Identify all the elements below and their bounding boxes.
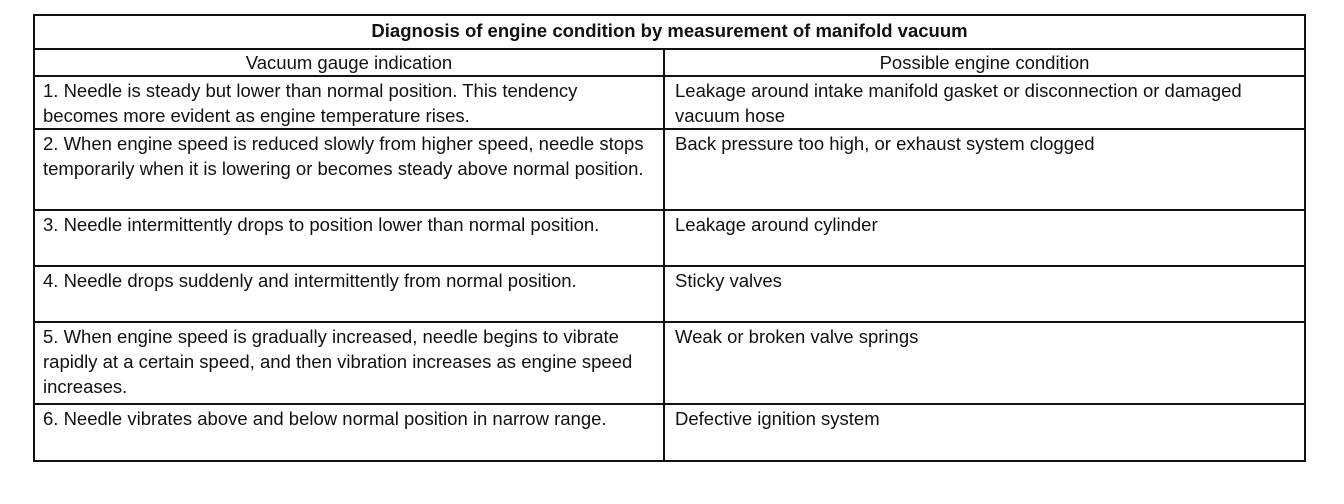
condition-cell: Back pressure too high, or exhaust system clogged — [664, 129, 1305, 210]
table-title: Diagnosis of engine condition by measurement of manifold vacuum — [34, 15, 1305, 49]
table-row — [34, 322, 1305, 404]
condition-cell: Defective ignition system — [664, 404, 1305, 461]
diagnosis-table — [33, 14, 1306, 462]
indication-cell: 2. When engine speed is reduced slowly from higher speed, needle stops temporarily when it is lowering or becomes steady above normal position. — [34, 129, 664, 210]
indication-cell: 6. Needle vibrates above and below normal position in narrow range. — [34, 404, 664, 461]
indication-cell: 3. Needle intermittently drops to position lower than normal position. — [34, 210, 664, 266]
column-header-indication: Vacuum gauge indication — [34, 49, 664, 76]
table-row — [34, 404, 1305, 461]
table-title-row — [34, 15, 1305, 49]
table-row — [34, 129, 1305, 210]
condition-cell: Leakage around cylinder — [664, 210, 1305, 266]
condition-cell: Leakage around intake manifold gasket or disconnection or damaged vacuum hose — [664, 76, 1305, 129]
indication-cell: 4. Needle drops suddenly and intermittently from normal position. — [34, 266, 664, 322]
table-row — [34, 76, 1305, 129]
condition-cell: Sticky valves — [664, 266, 1305, 322]
table-header-row — [34, 49, 1305, 76]
condition-cell: Weak or broken valve springs — [664, 322, 1305, 404]
table-row — [34, 266, 1305, 322]
table-row — [34, 210, 1305, 266]
column-header-condition: Possible engine condition — [664, 49, 1305, 76]
indication-cell: 1. Needle is steady but lower than normal position. This tendency becomes more evident as engine temperature rises. — [34, 76, 664, 129]
indication-cell: 5. When engine speed is gradually increased, needle begins to vibrate rapidly at a certain speed, and then vibration increases as engine speed increases. — [34, 322, 664, 404]
